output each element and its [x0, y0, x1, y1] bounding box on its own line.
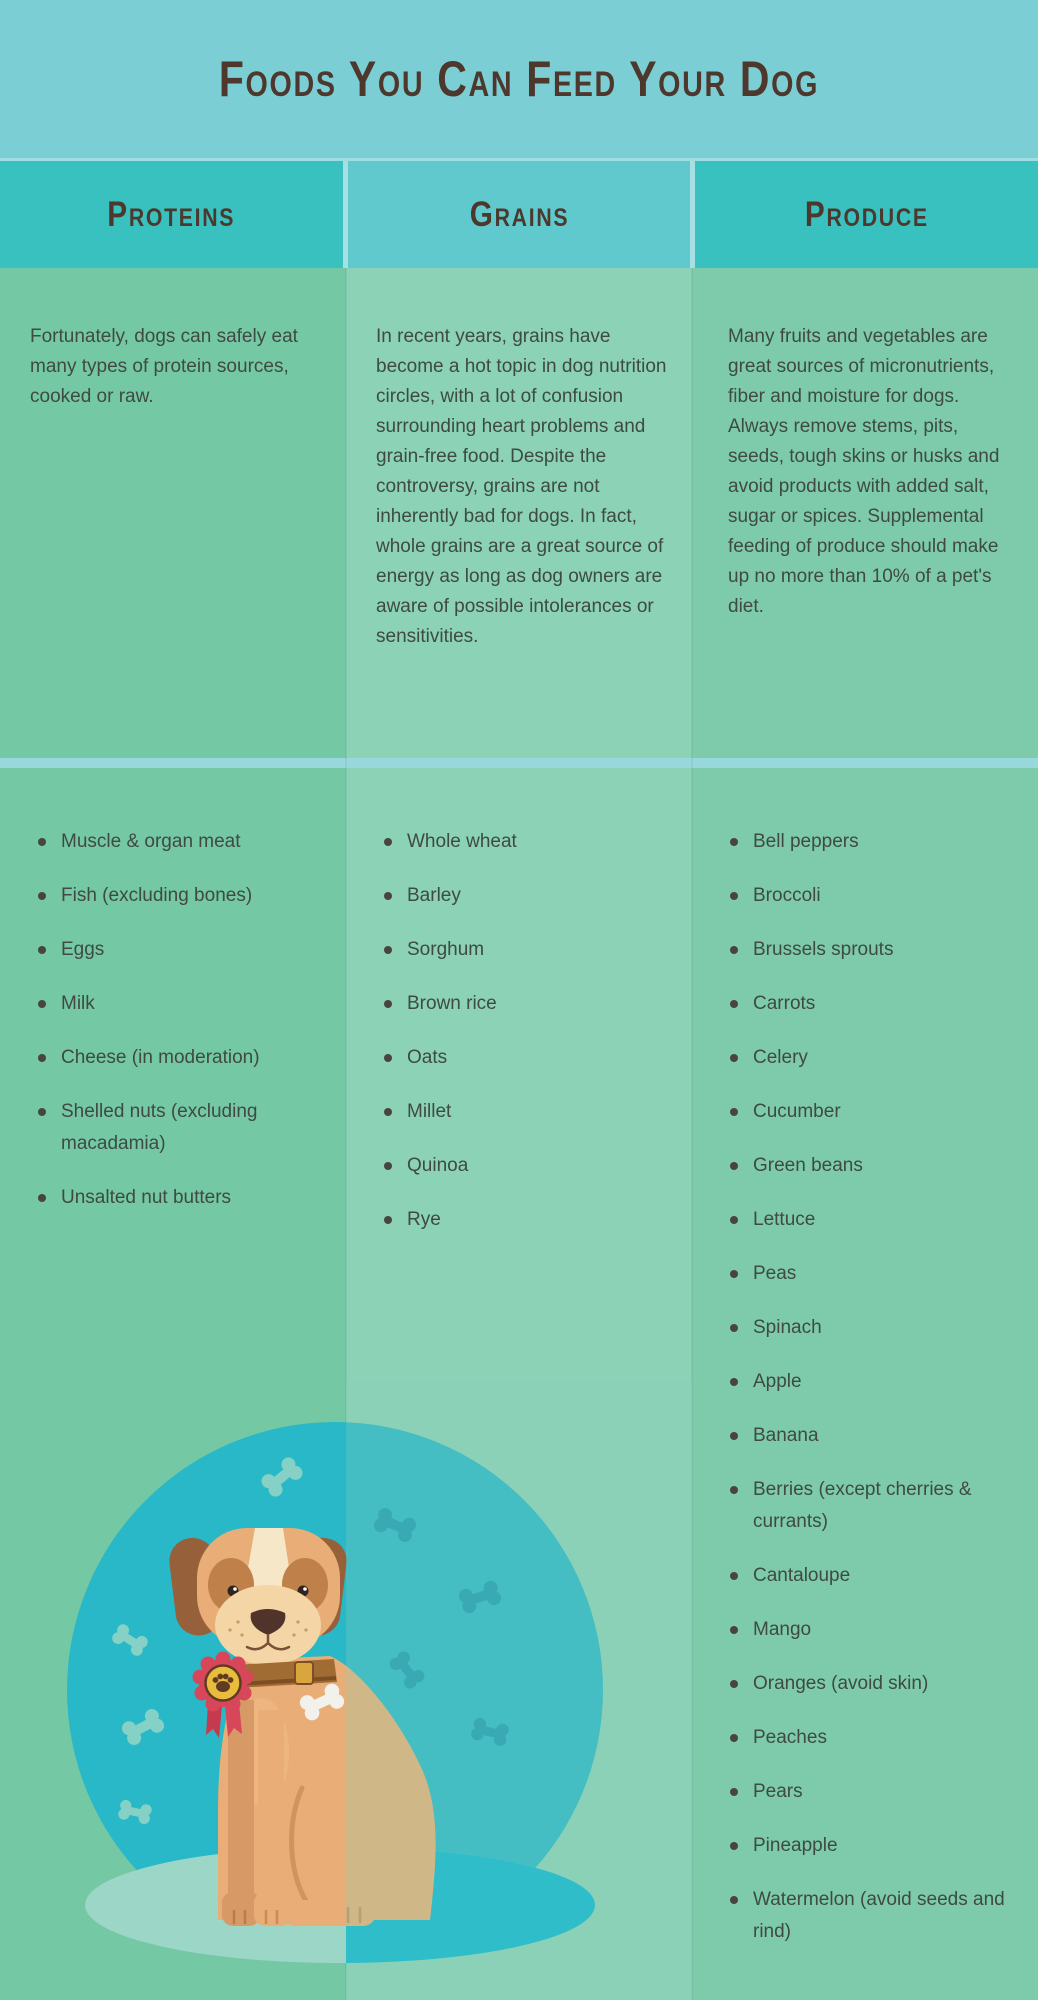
list-item — [38, 826, 330, 858]
bullet-icon — [730, 1734, 738, 1742]
proteins-list — [0, 768, 346, 1214]
list-item-label: Apple — [753, 1371, 802, 1392]
bullet-icon — [730, 1842, 738, 1850]
list-item-label: Cheese (in moderation) — [61, 1047, 260, 1068]
list-item — [38, 934, 330, 966]
bullet-icon — [730, 1572, 738, 1580]
bullet-icon — [730, 1108, 738, 1116]
list-item — [730, 1614, 1022, 1646]
bullet-icon — [38, 946, 46, 954]
list-item-label: Peaches — [753, 1727, 827, 1748]
bullet-icon — [730, 1000, 738, 1008]
bullet-icon — [730, 1680, 738, 1688]
list-item — [730, 880, 1022, 912]
list-item-label: Oranges (avoid skin) — [753, 1673, 929, 1694]
bullet-icon — [384, 892, 392, 900]
bullet-icon — [384, 1216, 392, 1224]
section-divider — [0, 758, 1038, 768]
grains-list — [346, 768, 692, 1236]
bullet-icon — [730, 1378, 738, 1386]
bullet-icon — [730, 1216, 738, 1224]
column-header-row — [0, 158, 1038, 268]
header-grains-label: Grains — [469, 194, 569, 234]
list-item-label: Eggs — [61, 939, 105, 960]
content-row — [0, 268, 1038, 2000]
list-item — [730, 826, 1022, 858]
list-item-label: Pears — [753, 1781, 803, 1802]
grains-description: In recent years, grains have become a hot topic in dog nutrition circles, with a lot of confusion surrounding heart problems and grain-free food. Despite the controversy, grains are not inherently bad for dogs. In fact, whole grains are a great source of energy as long as dog owners are aware of possible intolerances or sensitivities. — [376, 326, 667, 647]
list-item — [384, 880, 676, 912]
bullet-icon — [384, 1054, 392, 1062]
list-item — [730, 1366, 1022, 1398]
list-item — [384, 1096, 676, 1128]
list-item-label: Green beans — [753, 1155, 863, 1176]
list-item-label: Pineapple — [753, 1835, 838, 1856]
list-item — [730, 1312, 1022, 1344]
bullet-icon — [38, 892, 46, 900]
list-item — [384, 826, 676, 858]
bullet-icon — [730, 1432, 738, 1440]
bullet-icon — [730, 1486, 738, 1494]
list-item — [730, 1560, 1022, 1592]
bullet-icon — [384, 1162, 392, 1170]
list-item-label: Millet — [407, 1101, 452, 1122]
list-item — [730, 1204, 1022, 1236]
bullet-icon — [38, 1000, 46, 1008]
bullet-icon — [38, 1194, 46, 1202]
page-title: Foods You Can Feed Your Dog — [218, 51, 820, 107]
list-item-label: Cucumber — [753, 1101, 841, 1122]
list-item-label: Quinoa — [407, 1155, 469, 1176]
list-item — [38, 1182, 330, 1214]
list-item — [730, 1722, 1022, 1754]
list-item-label: Peas — [753, 1263, 797, 1284]
list-item — [730, 1830, 1022, 1862]
header-proteins — [0, 161, 343, 268]
list-item — [384, 934, 676, 966]
bullet-icon — [384, 838, 392, 846]
list-item-label: Rye — [407, 1209, 441, 1230]
produce-description: Many fruits and vegetables are great sources of micronutrients, fiber and moisture for dogs. Always remove stems, pits, seeds, tough skins or husks and avoid products with added salt, sugar or spices. Supplemental feeding of produce should make up no more than 10% of a pet's diet. — [728, 326, 1000, 617]
list-item-label: Milk — [61, 993, 95, 1014]
list-item — [384, 1150, 676, 1182]
bullet-icon — [730, 838, 738, 846]
list-item — [384, 988, 676, 1020]
list-item-label: Fish (excluding bones) — [61, 885, 253, 906]
list-item-label: Carrots — [753, 993, 816, 1014]
list-item — [38, 1096, 330, 1160]
header-produce — [695, 161, 1038, 268]
bullet-icon — [730, 1788, 738, 1796]
header-grains — [348, 161, 691, 268]
list-item-label: Celery — [753, 1047, 808, 1068]
list-item — [730, 988, 1022, 1020]
list-item — [730, 1150, 1022, 1182]
list-item-label: Muscle & organ meat — [61, 831, 241, 852]
list-item-label: Oats — [407, 1047, 448, 1068]
list-item — [730, 1420, 1022, 1452]
list-item-label: Mango — [753, 1619, 812, 1640]
list-item — [730, 934, 1022, 966]
bullet-icon — [730, 1324, 738, 1332]
bullet-icon — [384, 1108, 392, 1116]
bullet-icon — [38, 838, 46, 846]
list-item-label: Spinach — [753, 1317, 822, 1338]
header-proteins-label: Proteins — [107, 194, 236, 234]
column-tint-overlay — [346, 1380, 692, 2000]
list-item-label: Broccoli — [753, 885, 821, 906]
bullet-icon — [38, 1054, 46, 1062]
list-item-label: Brown rice — [407, 993, 497, 1014]
bullet-icon — [730, 892, 738, 900]
list-item — [730, 1474, 1022, 1538]
proteins-description: Fortunately, dogs can safely eat many types of protein sources, cooked or raw. — [30, 326, 298, 407]
bullet-icon — [730, 1896, 738, 1904]
list-item-label: Brussels sprouts — [753, 939, 894, 960]
title-banner — [0, 0, 1038, 158]
list-item — [384, 1204, 676, 1236]
list-item — [38, 988, 330, 1020]
list-item-label: Banana — [753, 1425, 819, 1446]
column-produce — [692, 268, 1038, 2000]
list-item — [730, 1096, 1022, 1128]
produce-list — [692, 768, 1038, 1948]
list-item-label: Whole wheat — [407, 831, 517, 852]
list-item-label: Unsalted nut butters — [61, 1187, 232, 1208]
bullet-icon — [384, 1000, 392, 1008]
list-item — [384, 1042, 676, 1074]
bullet-icon — [730, 1054, 738, 1062]
list-item — [730, 1776, 1022, 1808]
list-item-label: Berries (except cherries & currants) — [753, 1479, 972, 1532]
bullet-icon — [38, 1108, 46, 1116]
list-item-label: Shelled nuts (excluding macadamia) — [61, 1101, 258, 1154]
list-item-label: Lettuce — [753, 1209, 816, 1230]
bullet-icon — [730, 1162, 738, 1170]
list-item-label: Cantaloupe — [753, 1565, 851, 1586]
list-item — [730, 1258, 1022, 1290]
list-item-label: Sorghum — [407, 939, 485, 960]
bullet-icon — [730, 1626, 738, 1634]
list-item-label: Barley — [407, 885, 461, 906]
list-item — [38, 880, 330, 912]
list-item — [38, 1042, 330, 1074]
bullet-icon — [730, 946, 738, 954]
list-item-label: Watermelon (avoid seeds and rind) — [753, 1889, 1005, 1942]
list-item — [730, 1668, 1022, 1700]
header-produce-label: Produce — [804, 194, 929, 234]
bullet-icon — [730, 1270, 738, 1278]
list-item — [730, 1042, 1022, 1074]
dog-illustration — [0, 1380, 692, 2000]
list-item — [730, 1884, 1022, 1948]
list-item-label: Bell peppers — [753, 831, 859, 852]
bullet-icon — [384, 946, 392, 954]
